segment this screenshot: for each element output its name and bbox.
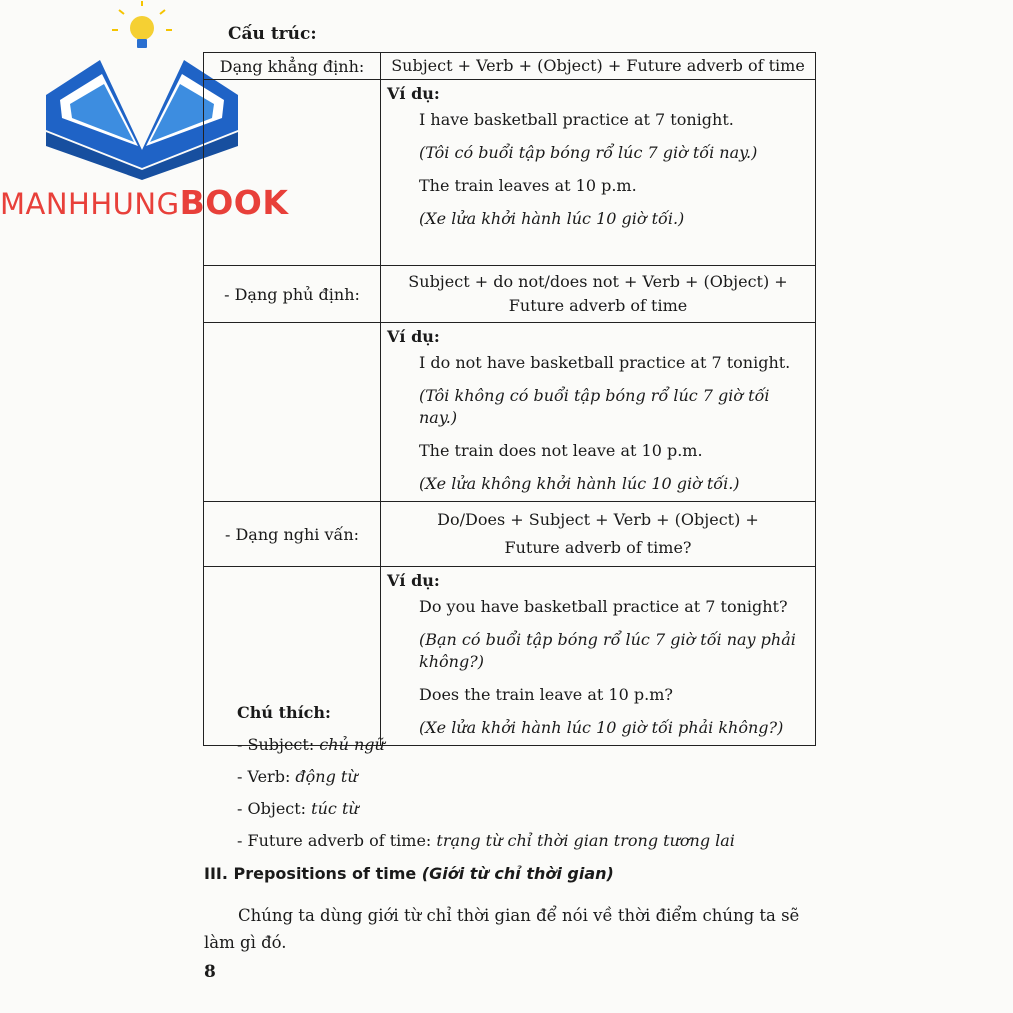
note-item: - Future adverb of time: trạng từ chỉ thời gian trong tương lai (237, 831, 735, 850)
brand-name-light: MANHHUNG (0, 187, 180, 221)
note-item: - Object: túc từ (237, 799, 359, 818)
example-sentence: I do not have basketball practice at 7 tonight. (419, 353, 791, 372)
body-paragraph: Chúng ta dùng giới từ chỉ thời gian để nói về thời điểm chúng ta sẽ làm gì đó. (204, 906, 800, 952)
empty-cell (204, 323, 381, 502)
example-sentence: The train does not leave at 10 p.m. (419, 441, 703, 460)
interrogative-formula-line1: Do/Does + Subject + Verb + (Object) + (437, 510, 759, 529)
affirmative-label: Dạng khẳng định: (204, 53, 381, 80)
example-translation: (Tôi không có buổi tập bóng rổ lúc 7 giờ tối nay.) (419, 386, 770, 427)
negative-formula-row (204, 266, 816, 323)
interrogative-label: - Dạng nghi vấn: (204, 502, 381, 567)
example-translation: (Xe lửa khởi hành lúc 10 giờ tối phải không?) (419, 718, 784, 737)
note-item: - Subject: chủ ngữ (237, 735, 385, 754)
interrogative-formula-row (204, 502, 816, 567)
example-translation: (Tôi có buổi tập bóng rổ lúc 7 giờ tối nay.) (419, 143, 758, 162)
grammar-table (203, 52, 816, 746)
example-sentence: Does the train leave at 10 p.m? (419, 685, 673, 704)
negative-label: - Dạng phủ định: (204, 266, 381, 323)
example-translation: (Xe lửa khởi hành lúc 10 giờ tối.) (419, 209, 685, 228)
affirmative-formula: Subject + Verb + (Object) + Future adverb of time (381, 53, 816, 80)
example-sentence: Do you have basketball practice at 7 tonight? (419, 597, 788, 616)
affirmative-examples (381, 80, 816, 266)
example-title: Ví dụ: (387, 571, 440, 590)
example-translation: (Bạn có buổi tập bóng rổ lúc 7 giờ tối nay phải không?) (419, 630, 796, 671)
interrogative-formula-line2: Future adverb of time? (504, 538, 692, 557)
example-sentence: I have basketball practice at 7 tonight. (419, 110, 734, 129)
interrogative-formula (381, 502, 816, 567)
negative-example-row (204, 323, 816, 502)
example-translation: (Xe lửa không khởi hành lúc 10 giờ tối.) (419, 474, 740, 493)
example-sentence: The train leaves at 10 p.m. (419, 176, 637, 195)
affirmative-formula-row (204, 53, 816, 80)
section-heading: III. Prepositions of time (Giới từ chỉ thời gian) (204, 864, 614, 883)
page-number: 8 (204, 962, 216, 982)
lightbulb-icon (112, 1, 172, 48)
notes-block (237, 697, 735, 857)
negative-formula: Subject + do not/does not + Verb + (Object) + Future adverb of time (381, 266, 816, 323)
empty-cell (204, 80, 381, 266)
note-item: - Verb: động từ (237, 767, 358, 786)
example-title: Ví dụ: (387, 327, 440, 346)
negative-examples (381, 323, 816, 502)
brand-name-bold: BOOK (179, 183, 289, 222)
affirmative-example-row (204, 80, 816, 266)
example-title: Ví dụ: (387, 84, 440, 103)
structure-heading: Cấu trúc: (228, 24, 317, 44)
notes-title: Chú thích: (237, 703, 331, 722)
